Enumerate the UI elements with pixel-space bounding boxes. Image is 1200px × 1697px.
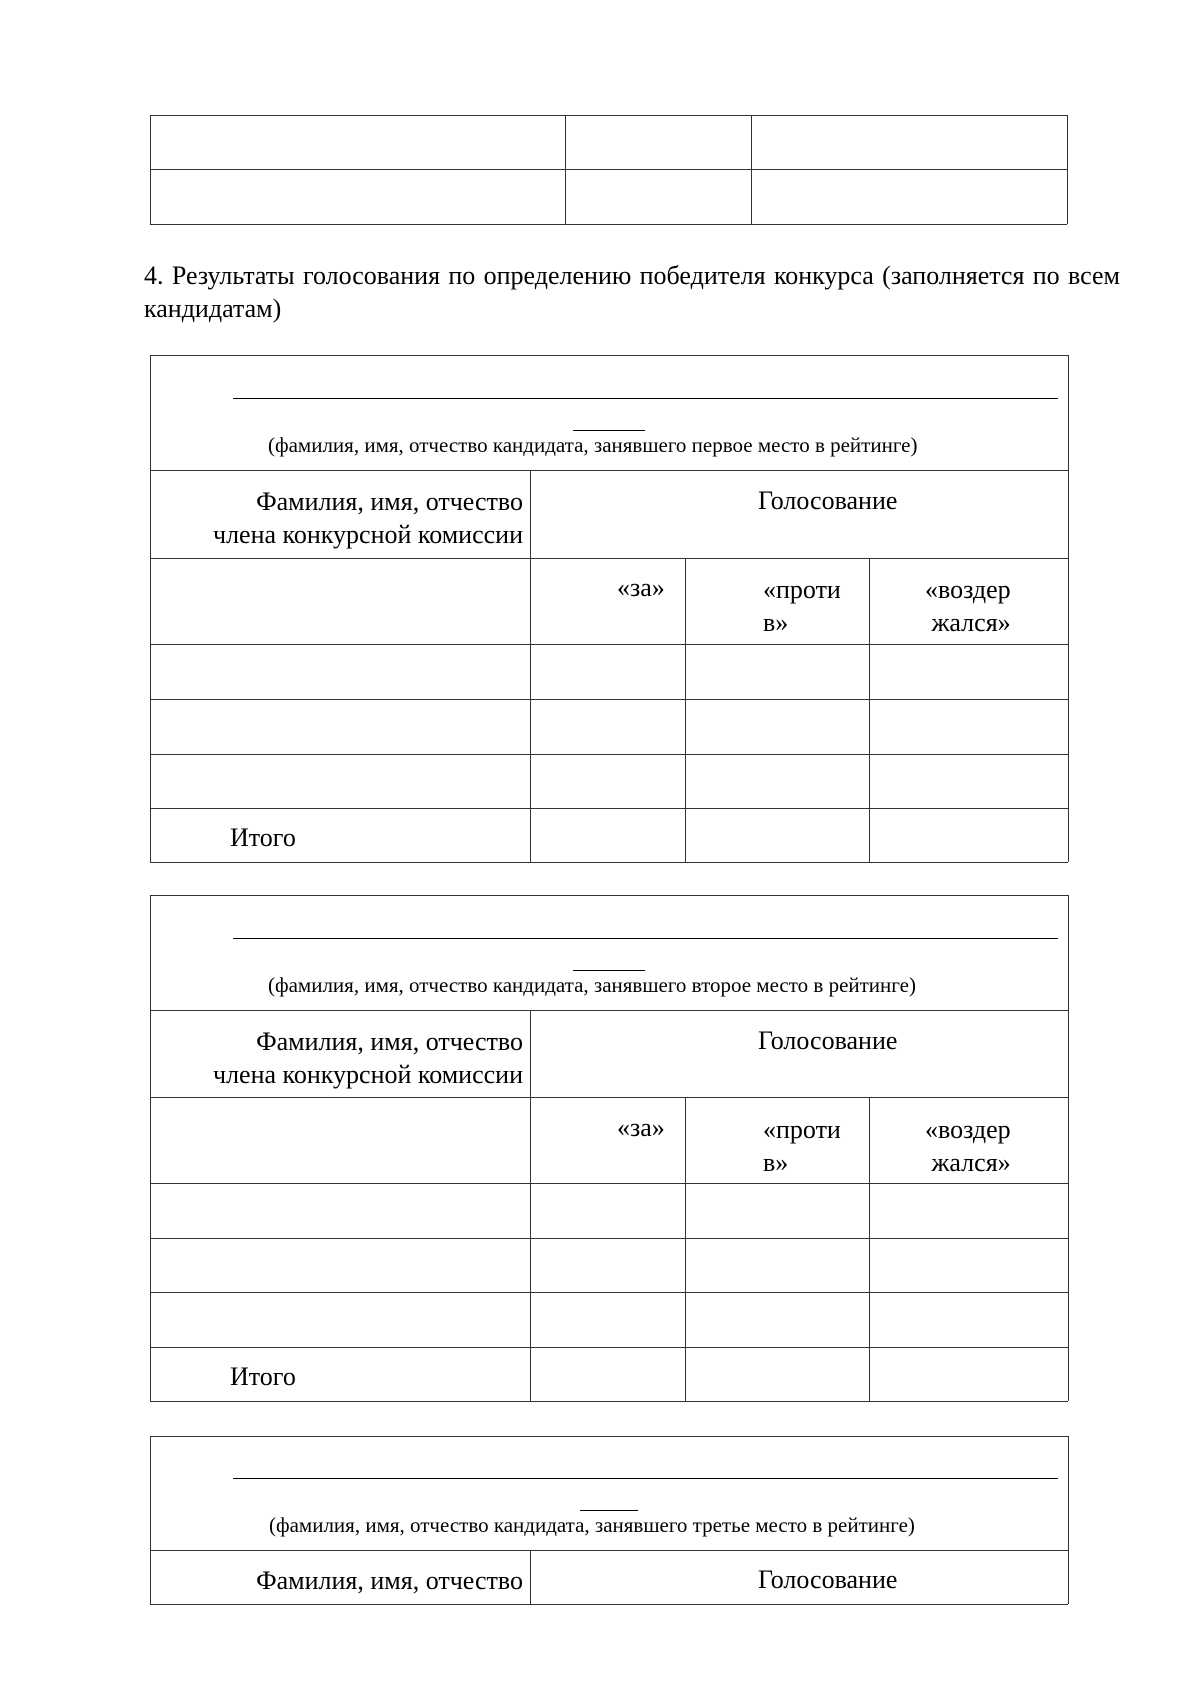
- vote-abstain-header: «воздер жался»: [925, 575, 1011, 637]
- total-label: Итого: [230, 1362, 296, 1391]
- member-header: Фамилия, имя, отчество: [256, 1566, 523, 1595]
- candidate-name-line: [233, 1478, 1058, 1479]
- candidate-name-line: [233, 938, 1058, 939]
- candidate-caption: (фамилия, имя, отчество кандидата, занявшего второе место в рейтинге): [268, 973, 916, 997]
- section-heading: 4. Результаты голосования по определению победителя конкурса (заполняется по всем кандидатам): [144, 261, 1120, 323]
- vote-for-header: «за»: [617, 1113, 665, 1142]
- member-header: Фамилия, имя, отчество члена конкурсной комиссии: [213, 1027, 523, 1089]
- voting-header: Голосование: [758, 1565, 898, 1594]
- total-label: Итого: [230, 823, 296, 852]
- vote-abstain-header: «воздер жался»: [925, 1115, 1011, 1177]
- vote-against-header: «проти в»: [763, 1115, 841, 1177]
- candidate-caption: (фамилия, имя, отчество кандидата, занявшего первое место в рейтинге): [268, 433, 918, 457]
- vote-against-header: «проти в»: [763, 575, 841, 637]
- voting-header: Голосование: [758, 1026, 898, 1055]
- member-header: Фамилия, имя, отчество члена конкурсной комиссии: [213, 487, 523, 549]
- vote-for-header: «за»: [617, 573, 665, 602]
- candidate-name-line: [233, 398, 1058, 399]
- voting-header: Голосование: [758, 486, 898, 515]
- candidate-caption: (фамилия, имя, отчество кандидата, занявшего третье место в рейтинге): [269, 1513, 915, 1537]
